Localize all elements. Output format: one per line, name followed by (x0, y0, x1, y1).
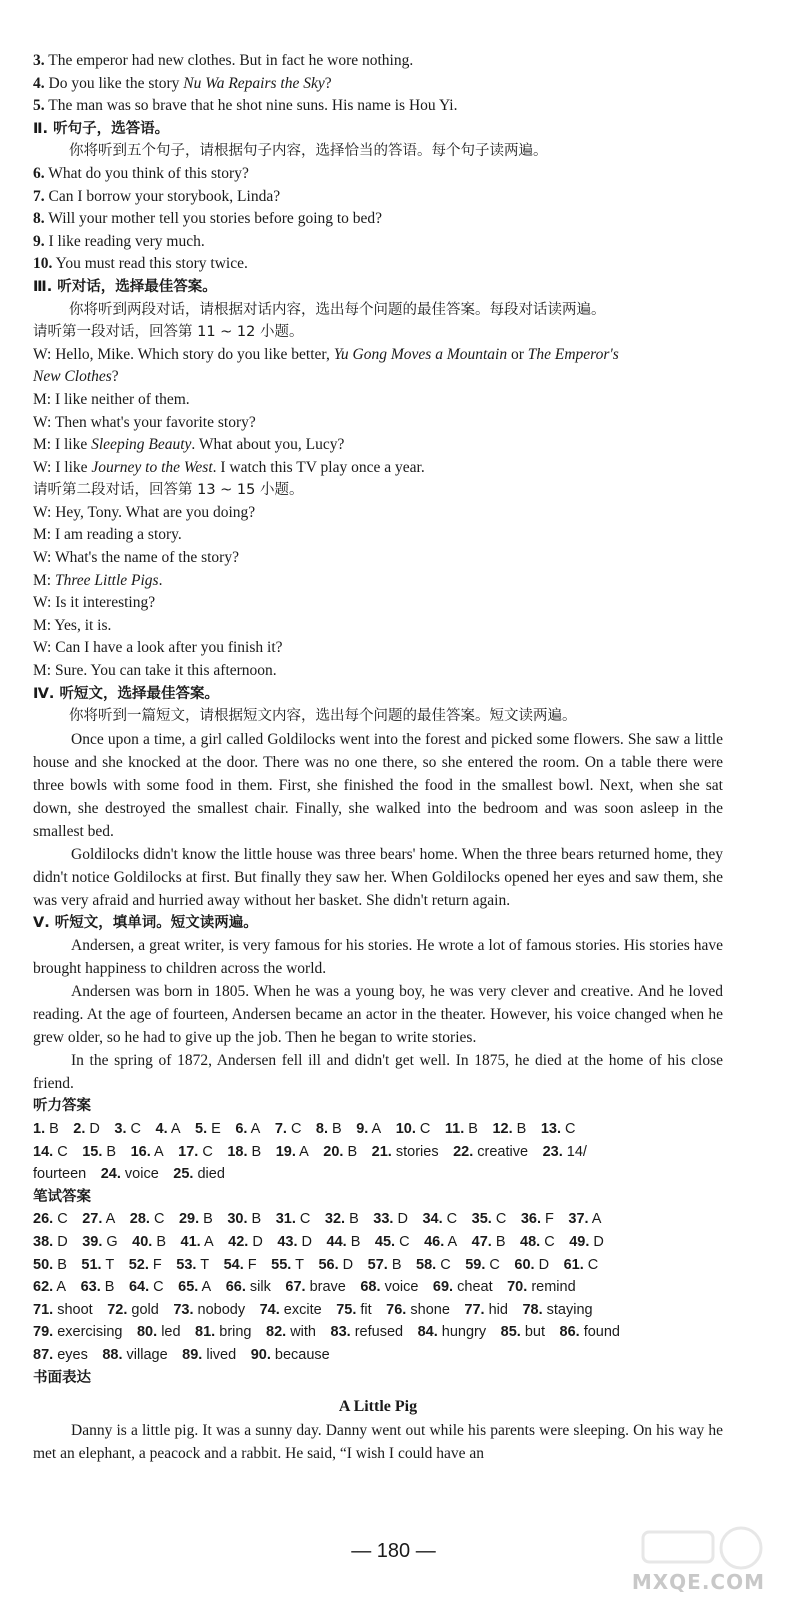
section-5-title: Ⅴ. 听短文，填单词。短文读两遍。 (33, 914, 258, 931)
answer-value: cheat (457, 1279, 493, 1296)
answer-number: 32. (324, 1211, 346, 1228)
section-5-paragraph-3: In the spring of 1872, Andersen fell ill and didn't get well. In 1875, he died at the home of his close friend. (33, 1052, 723, 1093)
answer-number: 40. (132, 1233, 153, 1250)
dialogue-1-line-5: W: I like Journey to the West. I watch this TV play once a year. (33, 458, 425, 476)
answer-number: 24. (100, 1166, 121, 1183)
answer-value: B (104, 1279, 115, 1296)
answer-value: C (299, 1211, 311, 1228)
answer-value: C (202, 1143, 213, 1160)
answer-value: C (495, 1211, 507, 1228)
answer-number: 67. (285, 1279, 306, 1296)
answer-value: D (397, 1211, 408, 1228)
dialogue-2-line-b-1: M: Yes, it is. (33, 616, 112, 634)
answer-value: F (247, 1256, 257, 1273)
answer-value: excite (283, 1301, 322, 1318)
answer-value: A (203, 1233, 214, 1250)
answer-value: A (250, 1121, 261, 1137)
answer-number: 11. (444, 1121, 465, 1137)
answer-number: 80. (136, 1324, 158, 1341)
answer-value: shone (410, 1301, 450, 1318)
answer-value: B (332, 1121, 342, 1137)
listening-answers (33, 1118, 723, 1186)
answer-number: 13. (540, 1121, 562, 1137)
dialogue-2-lines-a (33, 502, 723, 570)
answer-value: voice (124, 1166, 159, 1183)
section-2-sentence-1 (33, 186, 723, 209)
answer-number: 3. (114, 1121, 127, 1137)
section-3-instruction: 你将听到两段对话，请根据对话内容，选出每个问题的最佳答案。每段对话读两遍。 (69, 301, 606, 318)
answer-number: 7. (274, 1121, 287, 1137)
answer-number: 49. (569, 1233, 590, 1250)
dialogue-1-heading: 请听第一段对话，回答第 11 ~ 12 小题。 (33, 324, 304, 341)
answer-number: 21. (371, 1143, 392, 1160)
section-2-sentence-4 (33, 253, 723, 276)
answer-number: 69. (432, 1279, 454, 1296)
answer-value: A (105, 1211, 116, 1228)
answer-number: 36. (520, 1211, 541, 1228)
answer-number: 59. (465, 1256, 486, 1273)
written-answer-row (33, 1231, 723, 1254)
answer-value: silk (249, 1279, 271, 1296)
answer-value: E (211, 1121, 221, 1137)
answer-number: 72. (107, 1301, 128, 1318)
dialogue-1-line-1: W: Then what's your favorite story? (33, 413, 256, 431)
answer-number: 10. (395, 1121, 416, 1137)
item-number: 10. (33, 255, 53, 273)
answer-value: village (126, 1346, 168, 1363)
answer-value: C (153, 1279, 164, 1296)
answer-number: 64. (128, 1279, 150, 1296)
dialogue-2-line-a-2: W: What's the name of the story? (33, 549, 239, 567)
dialogue-2-lines-b (33, 592, 723, 682)
answer-number: 68. (360, 1279, 381, 1296)
answer-value: stories (395, 1143, 439, 1160)
answer-number: 5. (195, 1121, 208, 1137)
item-text: Do you like the story (44, 74, 184, 92)
answer-value: with (290, 1324, 316, 1341)
dialogue-1-lines (33, 389, 723, 434)
answer-number: 15. (82, 1143, 103, 1160)
answer-value: B (203, 1211, 213, 1228)
answer-value: A (591, 1211, 602, 1228)
answer-value: A (371, 1121, 382, 1137)
dialogue-2-line-b-0: W: Is it interesting? (33, 594, 156, 612)
answer-value: D (538, 1256, 550, 1273)
answer-number: 73. (173, 1301, 194, 1318)
dialogue-2-line-4: M: Three Little Pigs. (33, 571, 163, 589)
sentence-1 (33, 73, 723, 96)
dialogue-1-line-1: W: Hello, Mike. Which story do you like better, Yu Gong Moves a Mountain or The Emperor's (33, 345, 619, 363)
answer-value: D (301, 1233, 312, 1250)
answer-value: refused (354, 1324, 404, 1341)
item-text: Will your mother tell you stories before going to bed? (44, 210, 383, 228)
section-4-paragraph-2: Goldilocks didn't know the little house was three bears' home. When the three bears returned home, they didn't notice Goldilocks at first. But finally they saw her. When Goldilocks opened her eyes and saw them, she was very afraid and hurried away without her basket. She didn't return again. (33, 845, 723, 909)
answer-value: D (57, 1233, 68, 1250)
answer-value: B (516, 1121, 527, 1137)
answer-value: brave (309, 1279, 346, 1296)
answer-number: 46. (424, 1233, 445, 1250)
written-answers (33, 1208, 723, 1366)
answer-number: 45. (374, 1233, 396, 1250)
answer-number: 41. (180, 1233, 201, 1250)
answer-number: 4. (155, 1121, 168, 1137)
section-4-instruction: 你将听到一篇短文，请根据短文内容，选出每个问题的最佳答案。短文读两遍。 (69, 708, 577, 725)
answer-number: 48. (520, 1233, 541, 1250)
answer-value: C (290, 1121, 302, 1137)
answer-number: 25. (173, 1166, 194, 1183)
story-sentences-3-5 (33, 50, 723, 118)
answer-number: 28. (129, 1211, 150, 1228)
answer-number: 50. (33, 1256, 54, 1273)
sentence-0 (33, 50, 723, 73)
answer-value: fit (360, 1301, 372, 1318)
answer-number: 14. (33, 1143, 54, 1160)
answer-value: C (489, 1256, 500, 1273)
page-number: — 180 — (351, 1540, 436, 1562)
answer-value: C (446, 1211, 458, 1228)
item-text: I like reading very much. (44, 232, 205, 250)
answer-number: 76. (386, 1301, 407, 1318)
answer-value: B (347, 1143, 358, 1160)
answer-number: 87. (33, 1346, 54, 1363)
dialogue-1-line-1-cont: New Clothes? (33, 368, 119, 386)
section-4-paragraph-1: Once upon a time, a girl called Goldilocks went into the forest and picked some flowers. She saw a little house and she knocked at the door. There was no one there, so she entered the room. On a table there were three bowls with some food in them. First, she finished the food in the smallest bowl. Next, when she sat down, she destroyed the smallest chair. Finally, she walked into the bedroom and was soon asleep in the smallest bed. (33, 730, 723, 840)
answer-value: C (419, 1121, 431, 1137)
answer-value: F (545, 1211, 554, 1228)
answer-value: C (57, 1143, 68, 1160)
answer-value: C (587, 1256, 599, 1273)
answer-number: 35. (471, 1211, 492, 1228)
answer-value: because (274, 1346, 330, 1363)
answer-number: 26. (33, 1211, 54, 1228)
answer-value: A (447, 1233, 458, 1250)
answer-value: D (593, 1233, 604, 1250)
answer-value: B (156, 1233, 167, 1250)
section-5-paragraph-2: Andersen was born in 1805. When he was a young boy, he was very clever and creative. And he loved reading. At the age of fourteen, Andersen became an actor in the theater. However, his voice changed when he grew older, so he had to give up the job. Then he began to write stories. (33, 983, 723, 1047)
answer-number: 78. (522, 1301, 543, 1318)
answer-number: 31. (275, 1211, 296, 1228)
answer-number: 90. (250, 1346, 271, 1363)
answer-value: but (524, 1324, 545, 1341)
dialogue-1-line-0: M: I like neither of them. (33, 390, 190, 408)
answer-value: C (565, 1121, 576, 1137)
answer-number: 63. (80, 1279, 101, 1296)
answer-value: B (349, 1211, 359, 1228)
answer-value: eyes (57, 1346, 88, 1363)
answer-number: 54. (223, 1256, 244, 1273)
answer-number: 16. (130, 1143, 151, 1160)
answer-value: lived (206, 1346, 237, 1363)
answer-value: C (153, 1211, 165, 1228)
answer-value: C (57, 1211, 68, 1228)
answer-number: 56. (318, 1256, 339, 1273)
answer-value: remind (531, 1279, 576, 1296)
answer-number: 60. (514, 1256, 535, 1273)
item-number: 6. (33, 164, 45, 182)
section-2-sentence-2 (33, 208, 723, 231)
answer-value: T (200, 1256, 210, 1273)
dialogue-2-heading: 请听第二段对话，回答第 13 ~ 15 小题。 (33, 482, 304, 499)
item-text: Can I borrow your storybook, Linda? (44, 187, 281, 205)
answer-number: 8. (315, 1121, 329, 1137)
answer-value: hungry (441, 1324, 487, 1341)
answer-number: 6. (235, 1121, 248, 1137)
answer-number: 44. (326, 1233, 347, 1250)
answer-number: 85. (500, 1324, 521, 1341)
answer-number: 53. (176, 1256, 197, 1273)
item-number: 7. (33, 187, 45, 205)
answer-number: 34. (422, 1211, 443, 1228)
answer-number: 18. (227, 1143, 248, 1160)
answer-number: 51. (81, 1256, 102, 1273)
answer-number: 47. (471, 1233, 492, 1250)
item-number: 4. (33, 74, 45, 92)
answer-value: 14/ (566, 1143, 587, 1160)
answer-value: shoot (57, 1301, 93, 1318)
answer-value: bring (219, 1324, 252, 1341)
answer-number: 86. (559, 1324, 580, 1341)
answer-number: 27. (82, 1211, 103, 1228)
answer-number: 89. (182, 1346, 203, 1363)
answer-value: B (106, 1143, 117, 1160)
watermark-text: MXQE.COM (631, 1570, 765, 1594)
answer-number: 33. (373, 1211, 394, 1228)
listening-answers-title: 听力答案 (33, 1098, 91, 1115)
answer-value: B (468, 1121, 478, 1137)
answer-value: G (106, 1233, 118, 1250)
dialogue-1-line-4: M: I like Sleeping Beauty. What about you, Lucy? (33, 436, 345, 454)
answer-value: nobody (197, 1301, 246, 1318)
section-2-sentence-3 (33, 231, 723, 254)
answer-value: B (57, 1256, 67, 1273)
answer-value: B (251, 1211, 262, 1228)
answer-number: 2. (73, 1121, 86, 1137)
answer-number: 9. (356, 1121, 369, 1137)
answer-value: A (201, 1279, 212, 1296)
listening-answer-row (33, 1118, 723, 1141)
answer-value: C (399, 1233, 410, 1250)
answer-value: T (295, 1256, 304, 1273)
dialogue-2-line-b-2: W: Can I have a look after you finish it? (33, 639, 283, 657)
answer-number: 66. (225, 1279, 246, 1296)
answer-value: staying (546, 1301, 593, 1318)
answer-number: 52. (128, 1256, 149, 1273)
section-2-sentence-0 (33, 163, 723, 186)
answer-value: C (544, 1233, 555, 1250)
answer-number: 55. (271, 1256, 292, 1273)
answer-number: 42. (228, 1233, 249, 1250)
item-number: 8. (33, 210, 45, 228)
answer-number: 70. (507, 1279, 528, 1296)
answer-number: 88. (102, 1346, 123, 1363)
item-number: 5. (33, 97, 45, 115)
section-2-instruction: 你将听到五个句子，请根据句子内容，选择恰当的答语。每个句子读两遍。 (69, 143, 548, 160)
essay-title: A Little Pig (338, 1398, 418, 1416)
item-number: 3. (33, 52, 45, 69)
answer-value: found (583, 1324, 620, 1341)
item-number: 9. (33, 232, 45, 250)
answer-number: 1. (33, 1121, 46, 1137)
answer-value: A (153, 1143, 164, 1160)
answer-value: B (495, 1233, 506, 1250)
answer-number: 84. (417, 1324, 438, 1341)
answer-value: C (130, 1121, 142, 1137)
section-2-title: Ⅱ. 听句子，选答语。 (33, 120, 170, 137)
answer-number: 83. (330, 1324, 351, 1341)
section-5-paragraph-1: Andersen, a great writer, is very famous for his stories. He wrote a lot of famous stories. His stories have brought happiness to children across the world. (33, 937, 723, 978)
answer-value: B (49, 1121, 59, 1137)
answer-value: hid (488, 1301, 508, 1318)
answer-number: 82. (266, 1324, 287, 1341)
item-title: Nu Wa Repairs the Sky (183, 74, 325, 92)
item-text: You must read this story twice. (52, 255, 248, 273)
answer-number: 29. (178, 1211, 200, 1228)
answer-number: 57. (367, 1256, 388, 1273)
sentence-2 (33, 95, 723, 118)
answer-number: 74. (259, 1301, 280, 1318)
written-answer-row (33, 1299, 723, 1322)
answer-value: B (251, 1143, 262, 1160)
listening-answer-row (33, 1141, 723, 1164)
answer-value: A (170, 1121, 181, 1137)
answer-value: exercising (57, 1324, 123, 1341)
answer-value: D (252, 1233, 263, 1250)
answer-value: D (342, 1256, 354, 1273)
answer-value: B (391, 1256, 402, 1273)
answer-number: 20. (323, 1143, 344, 1160)
item-text: The emperor had new clothes. But in fact he wore nothing. (44, 52, 414, 69)
answer-value: voice (384, 1279, 419, 1296)
answer-value: died (197, 1166, 225, 1183)
item-text: The man was so brave that he shot nine suns. His name is Hou Yi. (44, 97, 458, 115)
answer-number: 79. (33, 1324, 54, 1341)
listening-answer-row (33, 1163, 723, 1186)
answer-value: creative (477, 1143, 529, 1160)
answer-number: 58. (416, 1256, 437, 1273)
answer-number: 37. (568, 1211, 589, 1228)
item-text: What do you think of this story? (44, 164, 249, 182)
written-answer-row (33, 1344, 723, 1367)
answer-number: 71. (33, 1301, 54, 1318)
item-tail: ? (324, 74, 332, 92)
answer-number: 22. (453, 1143, 474, 1160)
section-4-title: Ⅳ. 听短文，选择最佳答案。 (33, 685, 219, 702)
written-answer-row (33, 1208, 723, 1231)
dialogue-2-line-a-0: W: Hey, Tony. What are you doing? (33, 503, 256, 521)
answer-value: led (161, 1324, 181, 1341)
written-answer-row (33, 1321, 723, 1344)
answer-number: 19. (275, 1143, 296, 1160)
answer-number: 81. (195, 1324, 216, 1341)
writing-section-title: 书面表达 (33, 1369, 91, 1386)
answer-number: 30. (227, 1211, 248, 1228)
written-answer-row (33, 1254, 723, 1277)
answer-number: 62. (33, 1279, 54, 1296)
answer-number: 39. (82, 1233, 103, 1250)
answer-value: gold (131, 1301, 159, 1318)
answer-number: 77. (464, 1301, 485, 1318)
section-3-title: Ⅲ. 听对话，选择最佳答案。 (33, 278, 217, 295)
written-answers-title: 笔试答案 (33, 1188, 91, 1205)
section-2-sentences (33, 163, 723, 276)
answer-page (33, 50, 723, 1465)
answer-value: A (299, 1143, 309, 1160)
answer-number: 17. (178, 1143, 199, 1160)
answer-number: 65. (178, 1279, 199, 1296)
written-answer-row (33, 1276, 723, 1299)
answer-value: A (56, 1279, 67, 1296)
answer-value: F (152, 1256, 162, 1273)
answer-value: D (89, 1121, 100, 1137)
dialogue-2-line-a-1: M: I am reading a story. (33, 526, 182, 544)
answer-value: C (440, 1256, 451, 1273)
answer-value: fourteen (33, 1166, 87, 1183)
answer-number: 61. (563, 1256, 584, 1273)
answer-number: 38. (33, 1233, 54, 1250)
essay-paragraph-1: Danny is a little pig. It was a sunny day. Danny went out while his parents were sleeping. On his way he met an elephant, a peacock and a rabbit. He said, “I wish I could have an (33, 1422, 723, 1463)
dialogue-2-line-b-3: M: Sure. You can take it this afternoon. (33, 662, 277, 680)
answer-value: B (350, 1233, 361, 1250)
answer-number: 75. (336, 1301, 357, 1318)
answer-value: T (105, 1256, 115, 1273)
answer-number: 12. (492, 1121, 513, 1137)
answer-number: 23. (542, 1143, 563, 1160)
answer-number: 43. (277, 1233, 298, 1250)
